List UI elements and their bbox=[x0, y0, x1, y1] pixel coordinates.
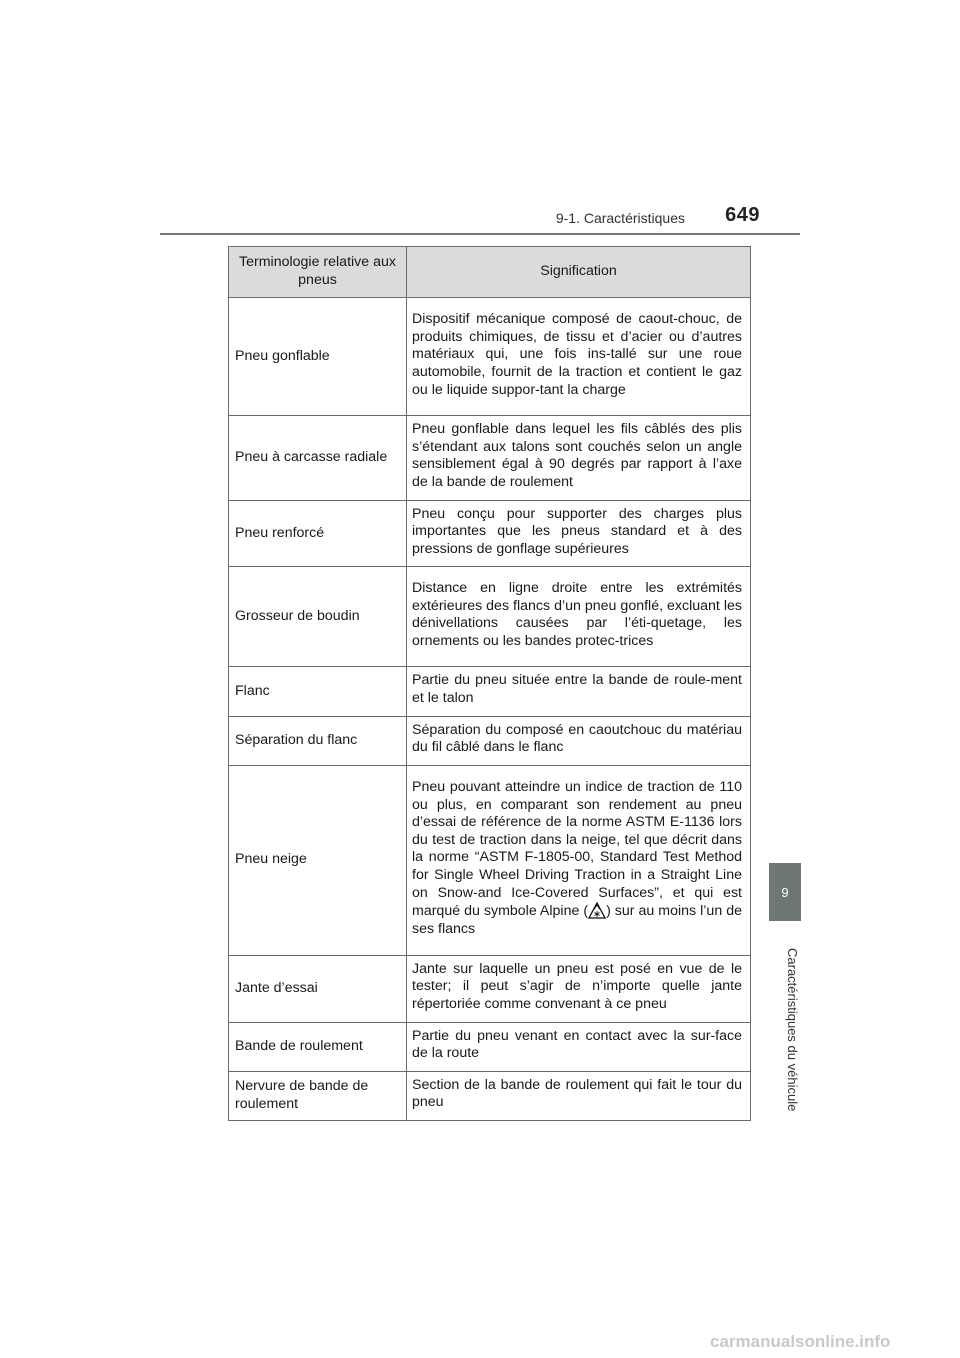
header-term: Terminologie relative aux pneus bbox=[229, 247, 407, 298]
row-term: Pneu à carcasse radiale bbox=[229, 416, 407, 500]
row-meaning: Partie du pneu venant en contact avec la sur-face de la route bbox=[407, 1022, 751, 1071]
alpine-mountain-snowflake-icon bbox=[588, 902, 606, 919]
row-term: Pneu gonflable bbox=[229, 298, 407, 416]
row-term: Nervure de bande de roulement bbox=[229, 1071, 407, 1120]
row-meaning: Distance en ligne droite entre les extrémités extérieures des flancs d’un pneu gonflé, excluant les dénivellations causées par l’éti-quetage, les ornements ou les bandes protec-trices bbox=[407, 567, 751, 667]
section-title: 9-1. Caractéristiques bbox=[555, 210, 685, 226]
row-term: Bande de roulement bbox=[229, 1022, 407, 1071]
row-meaning: Jante sur laquelle un pneu est posé en vue de le tester; il peut s’agir de n’importe quelle jante répertoriée comme convenant à ce pneu bbox=[407, 955, 751, 1022]
table-row bbox=[229, 416, 751, 500]
table-row bbox=[229, 567, 751, 667]
row-meaning: Pneu conçu pour supporter des charges plus importantes que les pneus standard et à des pressions de gonflage supérieures bbox=[407, 500, 751, 567]
table-row bbox=[229, 716, 751, 765]
row-meaning: Pneu gonflable dans lequel les fils câblés des plis s’étendant aux talons sont couchés selon un angle sensiblement égal à 90 degrés par rapport à l’axe de la bande de roulement bbox=[407, 416, 751, 500]
page-header bbox=[160, 200, 800, 236]
row-term: Pneu neige bbox=[229, 765, 407, 955]
header-meaning: Signification bbox=[407, 247, 751, 298]
table-row bbox=[229, 955, 751, 1022]
table-row bbox=[229, 1071, 751, 1120]
header-divider bbox=[160, 233, 800, 235]
row-term: Flanc bbox=[229, 667, 407, 716]
table-row bbox=[229, 1022, 751, 1071]
row-term: Séparation du flanc bbox=[229, 716, 407, 765]
page-number: 649 bbox=[725, 204, 760, 226]
chapter-number: 9 bbox=[781, 884, 789, 900]
row-meaning: Partie du pneu située entre la bande de roule-ment et le talon bbox=[407, 667, 751, 716]
table-row bbox=[229, 765, 751, 955]
row-term: Grosseur de boudin bbox=[229, 567, 407, 667]
row-term: Jante d’essai bbox=[229, 955, 407, 1022]
table-row bbox=[229, 500, 751, 567]
row-meaning bbox=[407, 765, 751, 955]
table-row bbox=[229, 298, 751, 416]
chapter-side-label: Caractéristiques du véhicule bbox=[785, 948, 800, 1112]
table-header-row bbox=[229, 247, 751, 298]
snow-tire-text-after: ) sur au moins l’un de ses flancs bbox=[412, 903, 742, 937]
watermark-logo: carmanualsonline.info bbox=[710, 1332, 891, 1351]
row-meaning: Section de la bande de roulement qui fait le tour du pneu bbox=[407, 1071, 751, 1120]
row-term: Pneu renforcé bbox=[229, 500, 407, 567]
chapter-tab bbox=[769, 863, 801, 921]
tire-terminology-table bbox=[228, 246, 751, 1121]
row-meaning: Séparation du composé en caoutchouc du matériau du fil câblé dans le flanc bbox=[407, 716, 751, 765]
table-row bbox=[229, 667, 751, 716]
row-meaning: Dispositif mécanique composé de caout-chouc, de produits chimiques, de tissu et d’acier ou d’autres matériaux qui, une fois ins-tallé sur une roue automobile, fournit de la traction et contient le gaz ou le liquide suppor-tant la charge bbox=[407, 298, 751, 416]
snow-tire-text-before: Pneu pouvant atteindre un indice de traction de 110 ou plus, en comparant son rendement au pneu d’essai de référence de la norme ASTM E-1136 lors du test de traction dans la neige, tel que décrit dans la norme “ASTM F-1805-00, Standard Test Method for Single Wheel Driving Traction in a Straight Line on Snow-and Ice-Covered Surfaces”, et qui est marqué du symbole Alpine ( bbox=[412, 779, 742, 920]
